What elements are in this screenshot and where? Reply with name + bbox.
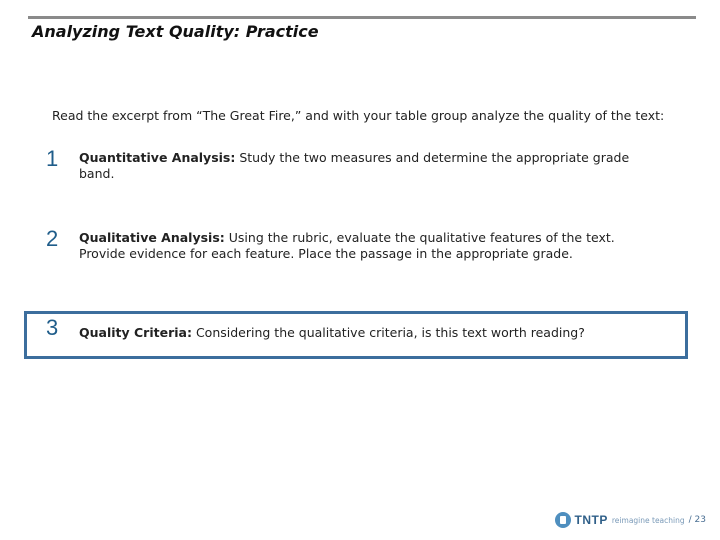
footer-tagline: reimagine teaching xyxy=(611,515,685,525)
intro-text: Read the excerpt from “The Great Fire,” and with your table group analyze the quality of the text: xyxy=(52,108,665,123)
tntp-logo-text: TNTP xyxy=(574,513,608,527)
step-2-number: 2 xyxy=(46,226,59,251)
header-rule xyxy=(28,16,696,19)
step-2-label: Qualitative Analysis: xyxy=(79,230,225,245)
step-3-text xyxy=(79,325,664,341)
step-1-label: Quantitative Analysis: xyxy=(79,150,236,165)
page-number: / 23 xyxy=(688,515,706,525)
step-3-body: Considering the qualitative criteria, is this text worth reading? xyxy=(191,325,585,340)
step-1-number: 1 xyxy=(46,146,59,171)
page-title: Analyzing Text Quality: Practice xyxy=(32,22,319,41)
step-3-label: Quality Criteria: xyxy=(79,325,192,340)
footer xyxy=(555,512,706,528)
step-2-body: Using the rubric, evaluate the qualitative features of the text. Provide evidence for each feature. Place the passage in the appropriate grade. xyxy=(79,230,615,261)
step-1-text xyxy=(79,150,664,182)
step-1-body: Study the two measures and determine the appropriate grade band. xyxy=(79,150,630,181)
step-3-number: 3 xyxy=(46,315,59,340)
tntp-logo-icon xyxy=(555,512,571,528)
step-2-text xyxy=(79,230,664,262)
